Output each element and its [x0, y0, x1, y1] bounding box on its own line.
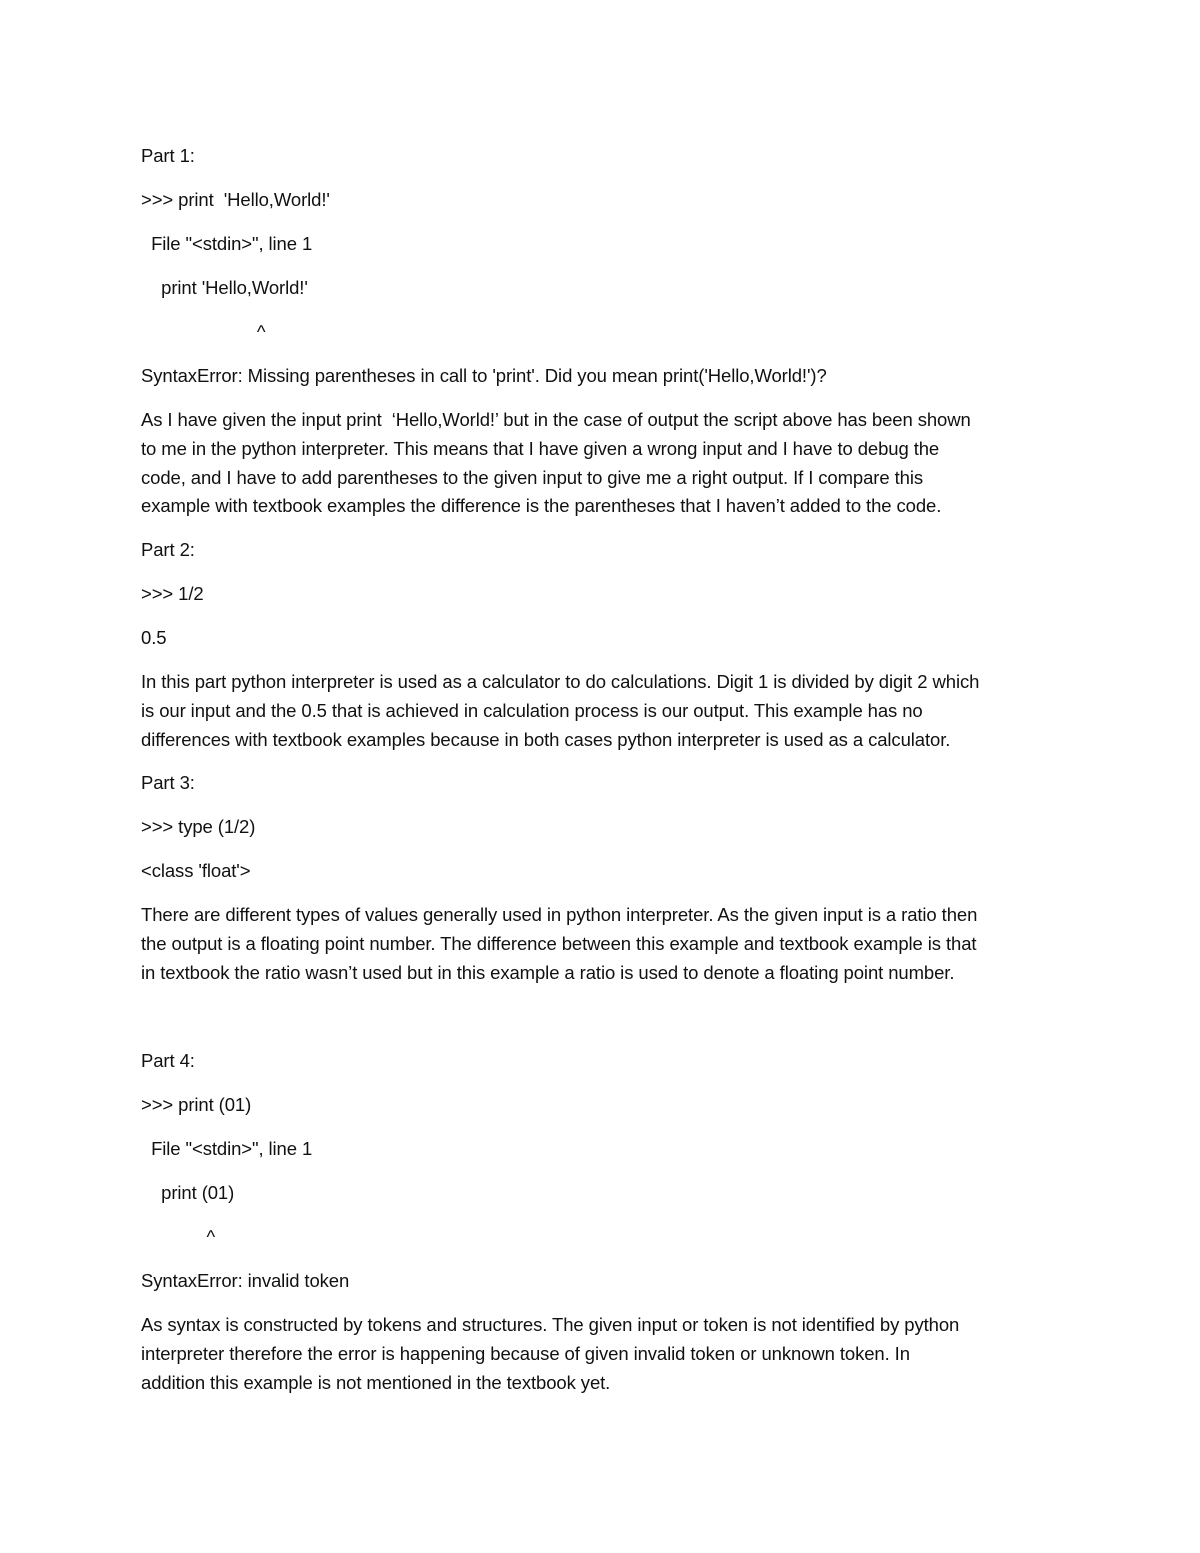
part4-explanation-line: interpreter therefore the error is happening because of given invalid token or unknown token. In — [141, 1342, 910, 1364]
part2-heading: Part 2: — [141, 539, 195, 560]
part4-explanation-line: addition this example is not mentioned in the textbook yet. — [141, 1371, 611, 1393]
part3-explanation-line: in textbook the ratio wasn’t used but in this example a ratio is used to denote a floating point number. — [141, 961, 955, 983]
part1-code-caret: ^ — [141, 321, 266, 342]
part2-code-input: >>> 1/2 — [141, 583, 204, 604]
part3-output: <class 'float'> — [141, 860, 251, 881]
part4-explanation — [141, 1311, 1056, 1397]
part1-explanation — [141, 406, 1056, 521]
part3-explanation-line: the output is a floating point number. The difference between this example and textbook example is that — [141, 932, 977, 954]
part3-explanation — [141, 901, 1056, 987]
part1-explanation-line: example with textbook examples the difference is the parentheses that I haven’t added to the code. — [141, 495, 942, 517]
part3-explanation-line: There are different types of values generally used in python interpreter. As the given input is a ratio then — [141, 904, 978, 925]
part1-heading: Part 1: — [141, 145, 195, 166]
part2-output: 0.5 — [141, 627, 167, 648]
part2-explanation — [141, 668, 1056, 754]
part1-code-input: >>> print 'Hello,World!' — [141, 189, 330, 210]
part4-code-caret: ^ — [141, 1226, 216, 1247]
part1-code-statement: print 'Hello,World!' — [141, 277, 308, 298]
part2-explanation-line: In this part python interpreter is used as a calculator to do calculations. Digit 1 is divided by digit 2 which — [141, 671, 980, 692]
part1-explanation-line: to me in the python interpreter. This means that I have given a wrong input and I have to debug the — [141, 437, 940, 459]
part4-explanation-line: As syntax is constructed by tokens and structures. The given input or token is not identified by python — [141, 1314, 960, 1335]
part4-code-statement: print (01) — [141, 1182, 235, 1203]
part4-heading: Part 4: — [141, 1050, 195, 1071]
part1-code-file-line: File "<stdin>", line 1 — [141, 233, 313, 254]
part1-explanation-line: code, and I have to add parentheses to the given input to give me a right output. If I compare this — [141, 466, 923, 488]
part4-code-input: >>> print (01) — [141, 1094, 252, 1115]
part4-error: SyntaxError: invalid token — [141, 1270, 350, 1291]
part4-code-file-line: File "<stdin>", line 1 — [141, 1138, 313, 1159]
part2-explanation-line: differences with textbook examples because in both cases python interpreter is used as a calculator. — [141, 728, 951, 750]
part3-code-input: >>> type (1/2) — [141, 816, 256, 837]
part2-explanation-line: is our input and the 0.5 that is achieved in calculation process is our output. This example has no — [141, 699, 923, 721]
part3-heading: Part 3: — [141, 772, 195, 793]
part1-error: SyntaxError: Missing parentheses in call to 'print'. Did you mean print('Hello,World!')? — [141, 365, 827, 386]
part1-explanation-line: As I have given the input print ‘Hello,World!’ but in the case of output the script above has been shown — [141, 409, 971, 430]
